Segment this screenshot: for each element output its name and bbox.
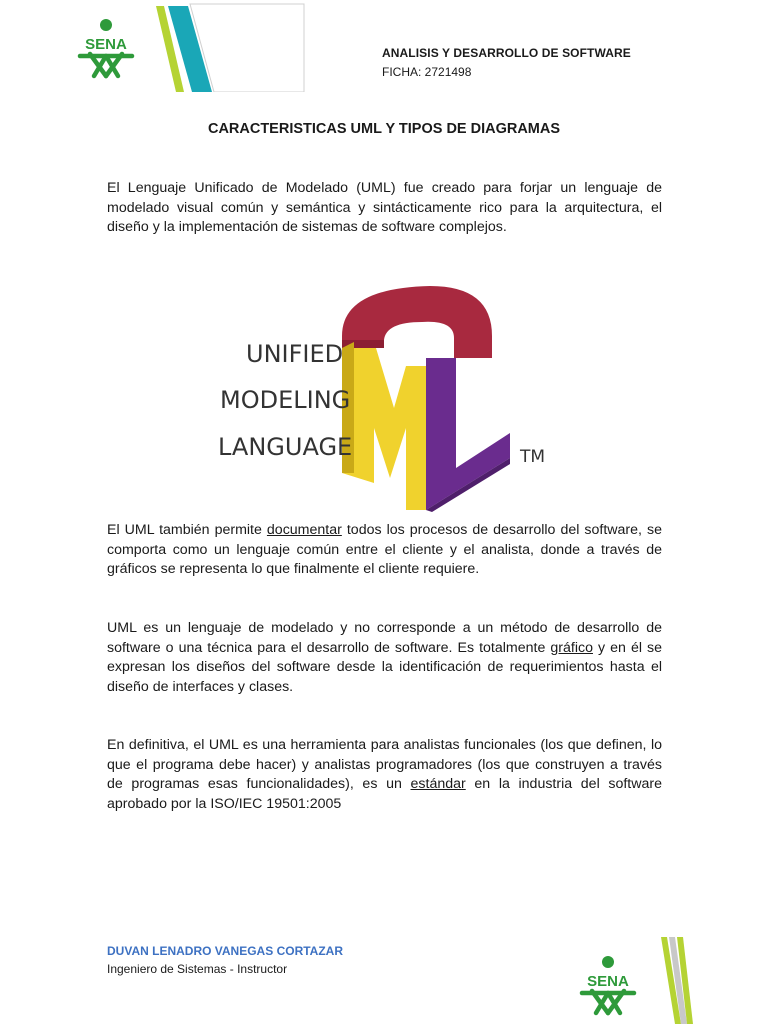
- uml-trademark-text: TM: [520, 447, 546, 467]
- estandar-link[interactable]: estándar: [410, 776, 466, 793]
- paragraph-documentation: [107, 521, 662, 580]
- program-name: ANALISIS Y DESARROLLO DE SOFTWARE: [382, 46, 631, 60]
- sena-logo-icon: [70, 18, 142, 80]
- footer-decorative-stripes: [655, 935, 695, 1024]
- page-title: CARACTERISTICAS UML Y TIPOS DE DIAGRAMAS: [207, 121, 561, 137]
- paragraph2-text-before: El UML también permite: [107, 522, 267, 538]
- paragraph4-text-after: en la industria del software aprobado por la ISO/IEC 19501:2005: [107, 776, 662, 812]
- paragraph-intro: El Lenguaje Unificado de Modelado (UML) fue creado para forjar un lenguaje de modelado visual común y semántica y sintácticamente rico para la arquitectura, el diseño y la implementación de sistemas de software complejos.: [107, 180, 662, 236]
- uml-unified-text: UNIFIED: [246, 340, 344, 368]
- paragraph4-text-before: En definitiva, el UML es una herramienta para analistas funcionales (los que definen, lo que el programa debe hacer) y analistas programadores (los que construyen a través de programas esas funcionalidades), es un: [107, 737, 662, 793]
- grafico-link[interactable]: gráfico: [550, 639, 593, 656]
- header-decorative-stripes: [150, 0, 310, 92]
- paragraph2-text-after: todos los procesos de desarrollo del software, se comporta como un lenguaje común entre el cliente y el analista, donde a través de gráficos se representa lo que finalmente el cliente requiere.: [107, 522, 662, 578]
- uml-logo-image: [210, 278, 560, 518]
- sena-logo-footer-icon: [572, 955, 644, 1017]
- sena-logo-text: SENA: [85, 36, 127, 53]
- ficha-number: FICHA: 2721498: [382, 65, 472, 79]
- sena-footer-logo-text: SENA: [587, 973, 629, 990]
- paragraph3-text-after: y en él se expresan los diseños del software desde la identificación de requerimientos hasta el diseño de interfaces y clases.: [107, 639, 662, 695]
- uml-modeling-text: MODELING: [220, 386, 351, 414]
- paragraph-modeling-language: [107, 619, 662, 697]
- author-role: Ingeniero de Sistemas - Instructor: [107, 962, 288, 976]
- uml-language-text: LANGUAGE: [218, 433, 353, 461]
- documentar-link[interactable]: documentar: [266, 522, 342, 538]
- paragraph3-text-before: UML es un lenguaje de modelado y no corresponde a un método de desarrollo de software o una técnica para el desarrollo de software. Es totalmente: [107, 620, 662, 656]
- uml-m-shape: [342, 348, 426, 510]
- paragraph-standard: [107, 736, 662, 814]
- author-name: DUVAN LENADRO VANEGAS CORTAZAR: [107, 944, 343, 958]
